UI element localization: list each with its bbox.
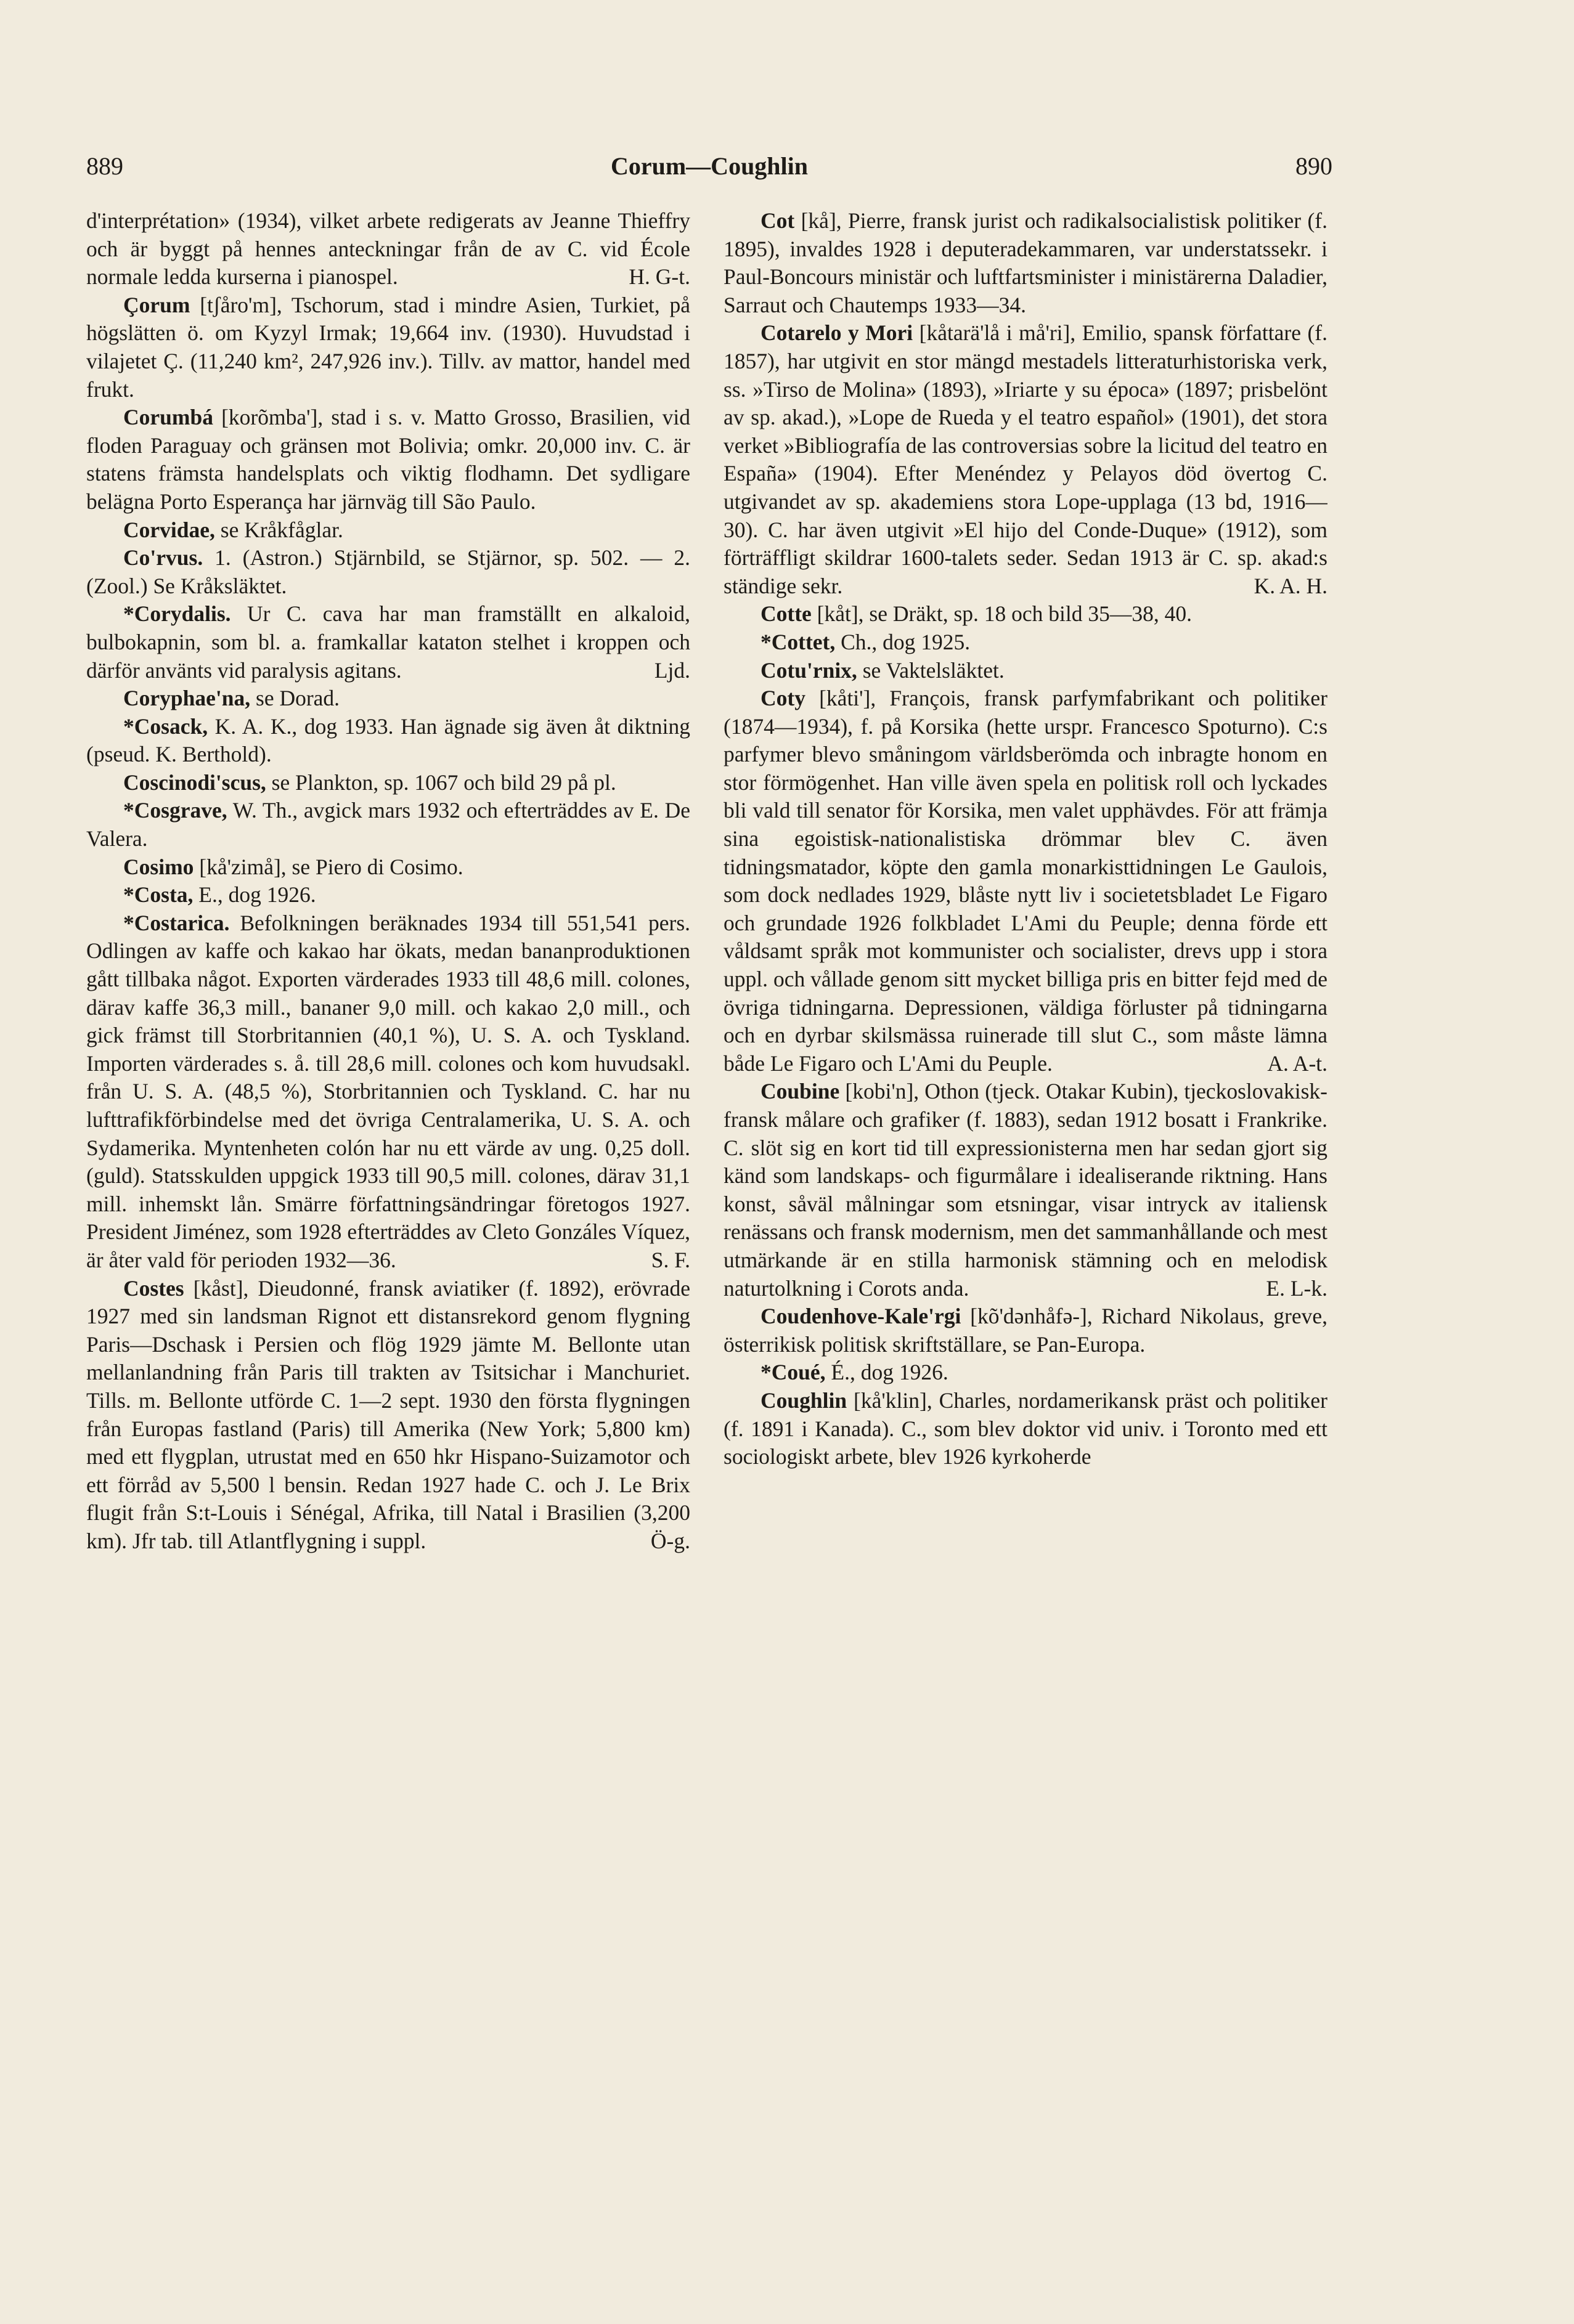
entry-headword: Cot bbox=[760, 208, 795, 233]
entry-text: [kåti'], François, fransk parfymfabrikant och politiker (1874—1934), f. på Korsika (hette urspr. Francesco Spoturno). C:s parfymer blevo småningom världsberömda och inbragte honom en stor förmögenhet. Han ville även spela en politisk roll och lyckades bli vald till senator för Korsika, men valet upphävdes. För att främja sina egoistisk-nationalistiska drömmar blev C. även tidningsmatador, köpte den gamla monarkisttidningen Le Gaulois, som dock nedlades 1929, blåste nytt liv i societetsbladet Le Figaro och grundade 1926 folkbladet L'Ami du Peuple; denna förde ett våldsamt språk mot kommunister och socialister, drevs upp i stora uppl. och vållade genom sitt mycket billiga pris en bitter fejd med de övriga tidningarna. Depressionen, väldiga förluster på tidningarna och en dyrbar skilsmässa ruinerade till slut C., som måste lämna både Le Figaro och L'Ami du Peuple. bbox=[724, 686, 1327, 1076]
entry-text: [kobi'n], Othon (tjeck. Otakar Kubin), tjeckoslovakisk-fransk målare och grafiker (f. 1883), sedan 1912 bosatt i Frankrike. C. slöt sig en kort tid till expressionisterna men har sedan gjort sig känd som landskaps- och figurmålare i idealiserande riktning. Hans konst, såväl målningar som etsningar, visar intryck av italiensk renässans och fransk modernism, men det sammanhållande och mest utmärkande är en stilla harmonisk stämning och en melodisk naturtolkning i Corots anda. bbox=[724, 1079, 1327, 1301]
dictionary-entry bbox=[86, 909, 690, 1275]
dictionary-entry bbox=[86, 600, 690, 685]
dictionary-entry bbox=[86, 291, 690, 404]
page-number-left: 889 bbox=[86, 152, 123, 180]
entry-headword: Coryphae'na, bbox=[123, 686, 251, 711]
dictionary-entry bbox=[724, 628, 1327, 657]
entry-headword: Cotu'rnix, bbox=[760, 657, 857, 683]
dictionary-entry bbox=[724, 1302, 1327, 1359]
dictionary-entry bbox=[86, 544, 690, 600]
entry-headword: Coty bbox=[760, 686, 805, 711]
entry-text: [kå], Pierre, fransk jurist och radikalsocialistisk politiker (f. 1895), invaldes 1928 i deputeradekammaren, var understatssekr. i Paul-Boncours ministär och luftfartsminister i ministärerna Daladier, Sarraut och Chautemps 1933—34. bbox=[724, 208, 1327, 317]
entry-headword: *Coué, bbox=[760, 1360, 826, 1385]
dictionary-entry bbox=[86, 713, 690, 769]
entry-headword: Coubine bbox=[760, 1079, 840, 1104]
dictionary-entry bbox=[86, 516, 690, 545]
dictionary-entry bbox=[86, 797, 690, 853]
entry-headword: Çorum bbox=[123, 292, 190, 317]
page-header bbox=[86, 152, 1332, 186]
entry-headword: Coughlin bbox=[760, 1387, 847, 1413]
right-column bbox=[724, 207, 1327, 2240]
entry-headword: *Costa, bbox=[123, 882, 194, 908]
dictionary-entry bbox=[86, 207, 690, 291]
dictionary-entry bbox=[86, 853, 690, 882]
entry-headword: Corvidae, bbox=[123, 517, 215, 542]
author-signature: S. F. bbox=[651, 1247, 690, 1272]
entry-headword: *Corydalis. bbox=[123, 601, 231, 627]
entry-headword: Cotte bbox=[760, 601, 812, 627]
dictionary-entry bbox=[724, 207, 1327, 319]
entry-headword: *Cottet, bbox=[760, 629, 836, 654]
entry-text: [kå'klin], Charles, nordamerikansk präst och politiker (f. 1891 i Kanada). C., som blev doktor vid univ. i Toronto med ett sociologiskt arbete, blev 1926 kyrkoherde bbox=[724, 1387, 1327, 1469]
entry-headword: Coudenhove-Kale'rgi bbox=[760, 1304, 961, 1329]
entry-text: d'interprétation» (1934), vilket arbete redigerats av Jeanne Thieffry och är byggt på hennes anteckningar från de av C. vid École normale ledda kurserna i pianospel. bbox=[86, 208, 690, 290]
dictionary-entry bbox=[724, 319, 1327, 600]
entry-text: se Vaktelsläktet. bbox=[862, 657, 1005, 683]
entry-text: [tʃåro'm], Tschorum, stad i mindre Asien, Turkiet, på högslätten ö. om Kyzyl Irmak; 19,664 inv. (1930). Huvudstad i vilajetet Ç. (11,240 km², 247,926 inv.). Tillv. av mattor, handel med frukt. bbox=[86, 292, 690, 402]
entry-text: se Plankton, sp. 1067 och bild 29 på pl. bbox=[271, 770, 616, 795]
author-signature: Ö-g. bbox=[650, 1528, 690, 1553]
entry-text: 1. (Astron.) Stjärnbild, se Stjärnor, sp. 502. — 2. (Zool.) Se Kråksläktet. bbox=[86, 545, 690, 598]
dictionary-entry bbox=[86, 685, 690, 713]
dictionary-entry bbox=[724, 657, 1327, 685]
author-signature: H. G-t. bbox=[629, 264, 690, 290]
dictionary-entry bbox=[724, 1387, 1327, 1471]
entry-headword: Costes bbox=[123, 1275, 184, 1301]
entry-text: [korõmba'], stad i s. v. Matto Grosso, Brasilien, vid floden Paraguay och gränsen mot Bolivia; omkr. 20,000 inv. C. är statens främsta handelsplats och viktig flodhamn. Det sydligare belägna Porto Esperança har järnväg till São Paulo. bbox=[86, 405, 690, 514]
entry-text: É., dog 1926. bbox=[831, 1360, 948, 1385]
entry-text: E., dog 1926. bbox=[198, 882, 316, 908]
entry-text: Befolkningen beräknades 1934 till 551,541 pers. Odlingen av kaffe och kakao har ökats, medan bananproduktionen gått tillbaka något. Exporten värderades 1933 till 48,6 mill. colones, därav kaffe 36,3 mill., bananer 9,0 mill. och kakao 2,0 mill., och gick främst till Storbritannien (40,1 %), U. S. A. och Tyskland. Importen värderades s. å. till 28,6 mill. colones och kom huvudsakl. från U. S. A. (48,5 %), Storbritannien och Tyskland. C. har nu lufttrafikförbindelse med det övriga Centralamerika, U. S. A. och Sydamerika. Myntenheten colón har nu ett värde av ung. 0,25 doll. (guld). Statsskulden uppgick 1933 till 90,5 mill. colones, därav 31,1 mill. inhemskt lån. Smärre författningsändringar företogos 1927. President Jiménez, som 1928 efterträddes av Cleto Gonzáles Víquez, är åter vald för perioden 1932—36. bbox=[86, 910, 690, 1272]
author-signature: A. A-t. bbox=[1267, 1050, 1327, 1076]
entry-text: [kõ'dənhåfə-], Richard Nikolaus, greve, österrikisk politisk skriftställare, se Pan-Europa. bbox=[724, 1304, 1327, 1357]
entry-text: W. Th., avgick mars 1932 och efterträddes av E. De Valera. bbox=[86, 798, 690, 851]
entry-text: [kåst], Dieudonné, fransk aviatiker (f. 1892), erövrade 1927 med sin landsman Rignot ett distansrekord genom flygning Paris—Dschask i Persien och flög 1929 jämte M. Bellonte utan mellanlandning från Paris till trakten av Tsitsichar i Manchuriet. Tills. m. Bellonte utförde C. 1—2 sept. 1930 den första flygningen från Europas fastland (Paris) till Amerika (New York; 5,800 km) med ett flygplan, utrustat med en 650 hkr Hispano-Suizamotor och ett förråd av 5,500 l bensin. Redan 1927 hade C. och J. Le Brix flugit från S:t-Louis i Sénégal, Afrika, till Natal i Brasilien (3,200 km). Jfr tab. till Atlantflygning i suppl. bbox=[86, 1275, 690, 1553]
entry-text: [kå'zimå], se Piero di Cosimo. bbox=[199, 854, 463, 879]
entry-headword: *Cosgrave, bbox=[123, 798, 227, 823]
author-signature: Ljd. bbox=[654, 657, 690, 683]
entry-text: [kåt], se Dräkt, sp. 18 och bild 35—38, 40. bbox=[817, 601, 1193, 627]
dictionary-entry bbox=[724, 1078, 1327, 1302]
entry-headword: Coscinodi'scus, bbox=[123, 770, 266, 795]
entry-text: [kåtarä'lå i må'ri], Emilio, spansk författare (f. 1857), har utgivit en stor mängd mestadels litteraturhistoriska verk, ss. »Tirso de Molina» (1893), »Iriarte y su época» (1897; prisbelönt av sp. akad.), »Lope de Rueda y el teatro español» (1901), det stora verket »Bibliografía de las controversias sobre la licitud del teatro en España» (1904). Efter Menéndez y Pelayos död övertog C. utgivandet av sp. akademiens stora Lope-upplaga (13 bd, 1916—30). C. har även utgivit »El hijo del Conde-Duque» (1912), som förträffligt skildrar 1600-talets seder. Sedan 1913 är C. sp. akad:s ständige sekr. bbox=[724, 320, 1327, 598]
entry-headword: Co'rvus. bbox=[123, 545, 203, 571]
dictionary-entry bbox=[724, 1359, 1327, 1387]
entry-text: se Kråkfåglar. bbox=[220, 517, 343, 542]
entry-headword: Cosimo bbox=[123, 854, 194, 879]
dictionary-entry bbox=[86, 769, 690, 797]
entry-headword: Corumbá bbox=[123, 405, 213, 430]
entry-headword: Cotarelo y Mori bbox=[760, 320, 913, 346]
running-title: Corum—Coughlin bbox=[610, 152, 809, 180]
entry-text: se Dorad. bbox=[256, 686, 340, 711]
entry-text: K. A. K., dog 1933. Han ägnade sig även åt diktning (pseud. K. Berthold). bbox=[86, 713, 690, 767]
entry-headword: *Costarica. bbox=[123, 910, 230, 935]
left-column bbox=[86, 207, 690, 2240]
entry-text: Ch., dog 1925. bbox=[841, 629, 971, 654]
dictionary-entry bbox=[86, 1275, 690, 1556]
dictionary-entry bbox=[86, 881, 690, 909]
entry-text: Ur C. cava har man framställt en alkaloid, bulbokapnin, som bl. a. framkallar kataton stelhet i kroppen och därför använts vid paralysis agitans. bbox=[86, 601, 690, 683]
author-signature: E. L-k. bbox=[1266, 1275, 1327, 1301]
page-number-right: 890 bbox=[1295, 152, 1332, 180]
entry-headword: *Cosack, bbox=[123, 713, 208, 739]
dictionary-entry bbox=[724, 600, 1327, 628]
dictionary-entry bbox=[86, 404, 690, 516]
dictionary-entry bbox=[724, 685, 1327, 1078]
author-signature: K. A. H. bbox=[1254, 573, 1327, 598]
